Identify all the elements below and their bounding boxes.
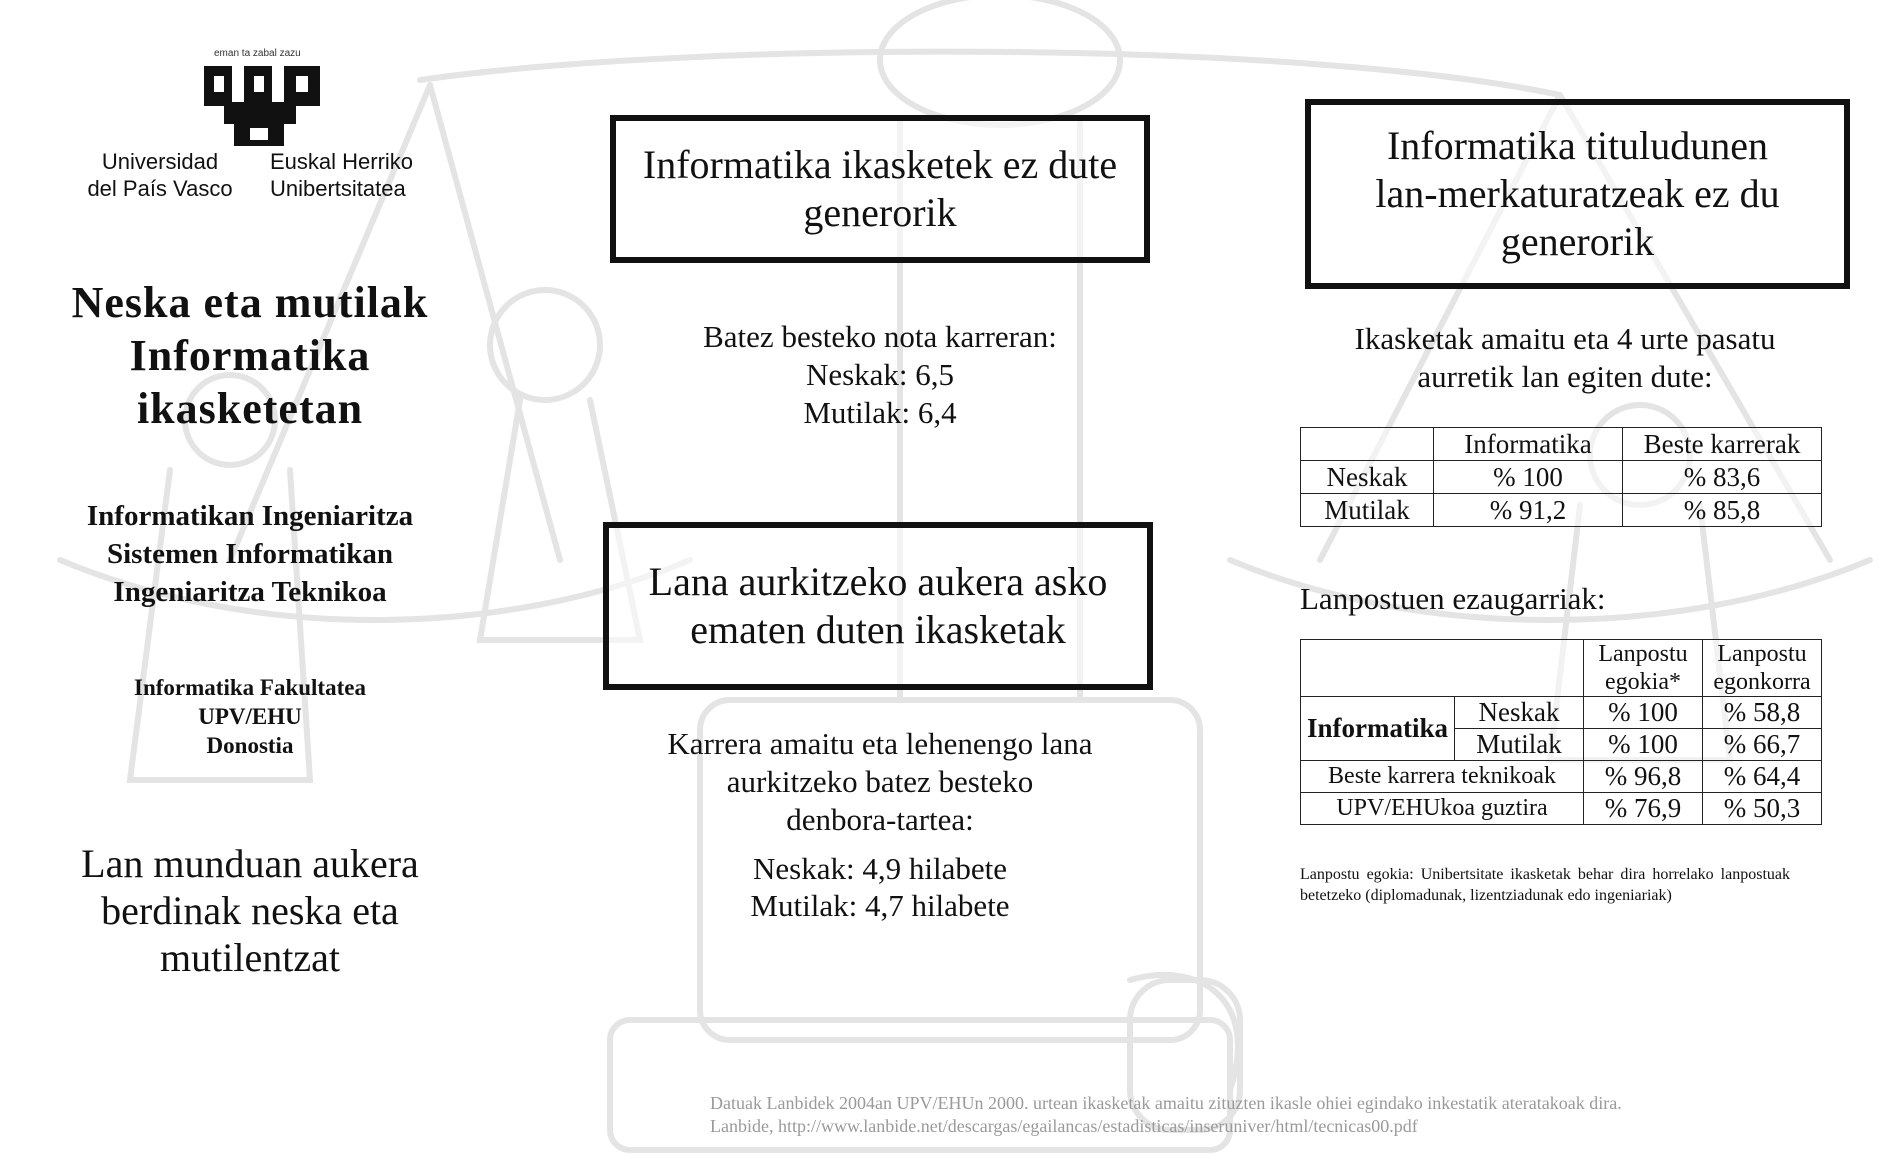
headline-box-jobs-line1: Lana aurkitzeko aukera asko: [648, 559, 1108, 604]
university-name-es: [70, 148, 250, 202]
headline-box-studies-line2: generorik: [803, 190, 957, 235]
job-features-table: [1300, 639, 1822, 825]
table-header-cell: [1584, 640, 1703, 697]
faculty-city: Donostia: [206, 733, 294, 758]
average-grade-girls: Neskak: 6,5: [805, 357, 955, 392]
table-cell: % 58,8: [1703, 697, 1822, 729]
table-header-cell: [1301, 640, 1584, 697]
headline-box-labor-line2: lan-merkaturatzeak ez du: [1375, 171, 1780, 216]
header-suitable-line1: Lanpostu: [1598, 641, 1688, 667]
table-header-cell: Beste karrerak: [1623, 428, 1822, 461]
table-cell: % 83,6: [1623, 461, 1822, 494]
employment-table: [1300, 427, 1822, 527]
degree-item: Ingeniaritza Teknikoa: [113, 576, 387, 608]
slogan-line2: berdinak neska eta: [101, 888, 399, 933]
university-name-eu: [270, 148, 440, 202]
table-row: [1301, 697, 1822, 729]
slogan: [40, 840, 460, 981]
degree-item: Sistemen Informatikan: [107, 538, 393, 570]
university-name-es-line1: Universidad: [101, 149, 219, 174]
table-cell: Beste karrera teknikoak: [1301, 761, 1584, 793]
faculty-name: Informatika Fakultatea: [134, 675, 366, 700]
headline-box-labor-line3: generorik: [1500, 219, 1655, 264]
page-title: [40, 276, 460, 435]
job-search-girls: Neskak: 4,9 hilabete: [753, 851, 1007, 886]
header-stable-line2: egonkorra: [1713, 669, 1811, 695]
university-name-es-line2: del País Vasco: [87, 176, 233, 201]
table-cell: % 96,8: [1584, 761, 1703, 793]
faculty-info: [60, 673, 440, 760]
table-cell: % 100: [1584, 729, 1703, 761]
average-grade-section: [630, 318, 1130, 432]
headline-box-jobs: [603, 522, 1153, 690]
page-title-line3: ikasketetan: [136, 384, 364, 433]
table-cell: % 91,2: [1434, 494, 1623, 527]
university-logo: [200, 48, 330, 148]
table-row: [1301, 793, 1822, 825]
table-group-label: Informatika: [1301, 697, 1455, 761]
page-title-line2: Informatika: [129, 331, 371, 380]
table-header-cell: Informatika: [1434, 428, 1623, 461]
footnote: Lanpostu egokia: Unibertsitate ikasketak behar dira horrelako lanpostuak betetzeko (diplomadunak, lizentziadunak edo ingeniariak): [1300, 866, 1790, 904]
headline-box-studies-line1: Informatika ikasketek ez dute: [642, 142, 1118, 187]
table-cell: Neskak: [1455, 697, 1584, 729]
source-link[interactable]: Lanbide, http://www.lanbide.net/descargas/egailancas/estadisticas/inseruniver/html/tecnicas00.pdf: [710, 1116, 1418, 1136]
table-cell: Neskak: [1301, 461, 1434, 494]
employment-intro: [1300, 320, 1830, 396]
job-search-intro-line3: denbora-tartea:: [786, 802, 974, 837]
slogan-line1: Lan munduan aukera: [81, 841, 419, 886]
average-grade-boys: Mutilak: 6,4: [803, 395, 957, 430]
average-grade-intro: Batez besteko nota karreran:: [703, 319, 1057, 354]
source-line1: Datuak Lanbidek 2004an UPV/EHUn 2000. urtean ikasketak amaitu zituzten ikasle ohiei egindako inkestatik ateratakoak dira.: [710, 1093, 1622, 1113]
degree-list: [40, 497, 460, 611]
table-row: [1301, 461, 1822, 494]
table-cell: % 64,4: [1703, 761, 1822, 793]
logo-tagline: eman ta zabal zazu: [214, 48, 301, 59]
table-cell: % 66,7: [1703, 729, 1822, 761]
table-cell: % 85,8: [1623, 494, 1822, 527]
table-header-cell: [1703, 640, 1822, 697]
table-cell: Mutilak: [1455, 729, 1584, 761]
table-cell: % 100: [1434, 461, 1623, 494]
faculty-university: UPV/EHU: [198, 704, 302, 729]
degree-item: Informatikan Ingeniaritza: [86, 500, 414, 532]
table-cell: Mutilak: [1301, 494, 1434, 527]
job-search-values: [610, 850, 1150, 924]
table-header-row: [1301, 428, 1822, 461]
table-cell: UPV/EHUkoa guztira: [1301, 793, 1584, 825]
table-header-cell: [1301, 428, 1434, 461]
table-row: [1301, 494, 1822, 527]
headline-box-studies: [610, 115, 1150, 263]
job-search-intro-line1: Karrera amaitu eta lehenengo lana: [667, 726, 1093, 761]
employment-intro-line2: aurretik lan egiten dute:: [1417, 359, 1713, 394]
page-title-line1: Neska eta mutilak: [71, 278, 429, 327]
source-footer: [710, 1092, 1860, 1138]
header-stable-line1: Lanpostu: [1717, 641, 1807, 667]
table-cell: % 76,9: [1584, 793, 1703, 825]
slogan-line3: mutilentzat: [160, 935, 340, 980]
headline-box-labor-market: [1305, 99, 1850, 289]
headline-box-jobs-line2: ematen duten ikasketak: [690, 607, 1066, 652]
table-header-row: [1301, 640, 1822, 697]
university-logo-icon: [200, 62, 324, 148]
headline-box-labor-line1: Informatika tituludunen: [1386, 123, 1768, 168]
job-features-label: Lanpostuen ezaugarriak:: [1300, 581, 1606, 616]
university-name-eu-line1: Euskal Herriko: [270, 149, 414, 174]
university-name-eu-line2: Unibertsitatea: [270, 176, 406, 201]
header-suitable-line2: egokia*: [1605, 669, 1681, 695]
job-search-intro: [610, 725, 1150, 839]
employment-intro-line1: Ikasketak amaitu eta 4 urte pasatu: [1354, 321, 1776, 356]
table-cell: % 50,3: [1703, 793, 1822, 825]
job-search-boys: Mutilak: 4,7 hilabete: [750, 888, 1010, 923]
job-search-intro-line2: aurkitzeko batez besteko: [726, 764, 1034, 799]
table-row: [1301, 761, 1822, 793]
table-cell: % 100: [1584, 697, 1703, 729]
